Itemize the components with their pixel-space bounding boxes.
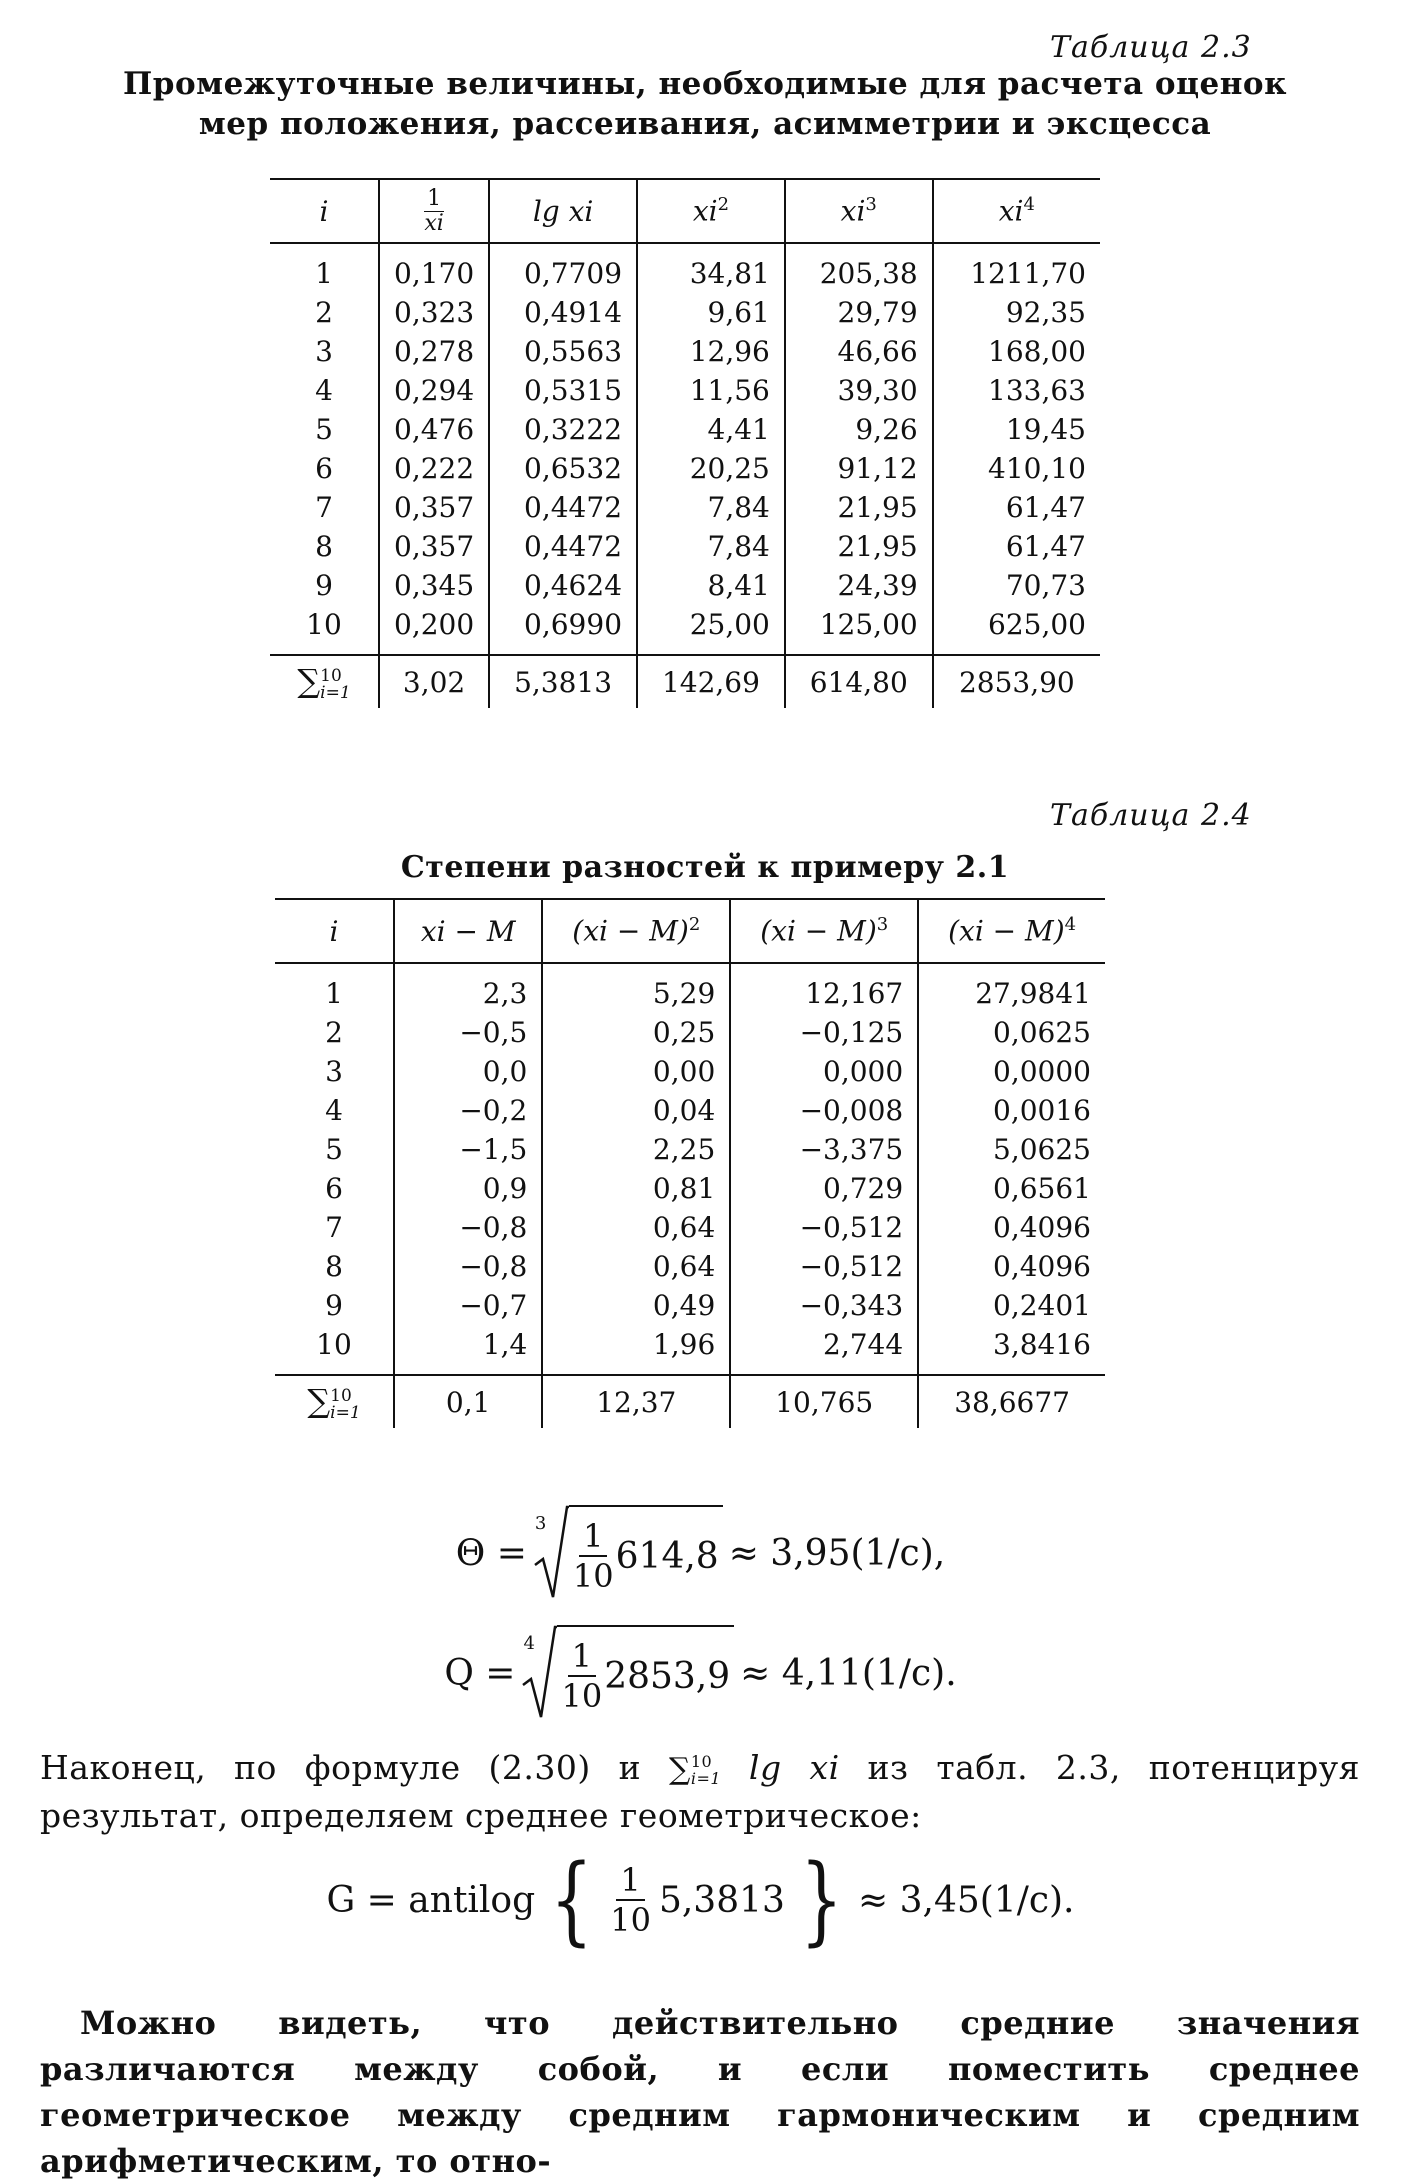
sigma-symbol: ∑ — [307, 1382, 331, 1421]
table-cell: 0,4096 — [918, 1247, 1105, 1286]
table-cell: 21,95 — [785, 527, 933, 566]
sum-cell: 0,1 — [394, 1375, 542, 1428]
sum-limits — [691, 1753, 721, 1787]
table-cell: 12,167 — [730, 963, 918, 1013]
paragraph-geometric-mean-intro — [40, 1745, 1360, 1839]
table-cell: 0,323 — [379, 293, 489, 332]
table-header-row — [270, 179, 1100, 243]
table-cell: 24,39 — [785, 566, 933, 605]
x2-exponent: 2 — [717, 194, 730, 216]
inline-math: lg xi — [748, 1748, 840, 1787]
row-index-cell: 1 — [315, 257, 333, 290]
table-cell: 0,25 — [542, 1013, 730, 1052]
fraction-numerator: 1 — [616, 1861, 644, 1901]
row-index-cell: 5 — [315, 413, 333, 446]
table-cell: 0,3222 — [489, 410, 637, 449]
table-cell: 70,73 — [933, 566, 1100, 605]
table-cell: 0,345 — [379, 566, 489, 605]
table-row — [270, 566, 1100, 605]
root-value: 614,8 — [615, 1535, 719, 1577]
row-index-cell: 10 — [306, 608, 342, 641]
table-cell: −1,5 — [394, 1130, 542, 1169]
col-header-i: i — [319, 194, 329, 228]
table-cell: 92,35 — [933, 293, 1100, 332]
table-cell: −0,512 — [730, 1247, 918, 1286]
table-cell: 0,357 — [379, 527, 489, 566]
fraction-denominator: 10 — [561, 1677, 603, 1715]
fraction — [573, 1517, 614, 1595]
table-cell: 0,170 — [379, 243, 489, 293]
table-row — [270, 410, 1100, 449]
table-cell: 133,63 — [933, 371, 1100, 410]
table-cell: 39,30 — [785, 371, 933, 410]
col-header-lg: lg xi — [489, 179, 637, 243]
table-cell: 19,45 — [933, 410, 1100, 449]
table-cell: 0,476 — [379, 410, 489, 449]
table-cell: 0,4472 — [489, 527, 637, 566]
table-cell: 625,00 — [933, 605, 1100, 655]
table-cell: 0,0016 — [918, 1091, 1105, 1130]
table-cell: 0,6990 — [489, 605, 637, 655]
row-index-cell: 3 — [315, 335, 333, 368]
sum-cell: 614,80 — [785, 655, 933, 708]
paragraph-conclusion: Можно видеть, что действительно средние значения различаются между собой, и если поместить среднее геометрическое между средним гармоническим и средним арифметическим, то отно- — [40, 2004, 1360, 2180]
table-cell: 0,4472 — [489, 488, 637, 527]
table-row — [270, 449, 1100, 488]
table-cell: 7,84 — [637, 488, 785, 527]
table-cell: 9,61 — [637, 293, 785, 332]
table-cell: 1211,70 — [933, 243, 1100, 293]
table-cell: 2,3 — [394, 963, 542, 1013]
table-cell: 8,41 — [637, 566, 785, 605]
row-index-cell: 10 — [316, 1328, 352, 1361]
table-cell: 0,00 — [542, 1052, 730, 1091]
row-index-cell: 2 — [315, 296, 333, 329]
table-cell: −0,8 — [394, 1247, 542, 1286]
table-cell: 0,49 — [542, 1286, 730, 1325]
sum-label — [275, 1375, 394, 1428]
table-cell: 0,64 — [542, 1247, 730, 1286]
table-row — [270, 488, 1100, 527]
diff2-exponent: 2 — [688, 914, 701, 936]
formula-g — [0, 1844, 1401, 1956]
table-cell: 125,00 — [785, 605, 933, 655]
inverse-denominator: xi — [424, 210, 444, 236]
table-cell: 5,29 — [542, 963, 730, 1013]
col-header-diff1: xi − M — [394, 899, 542, 963]
root-value: 2853,9 — [604, 1655, 731, 1697]
root-body — [569, 1505, 723, 1601]
sum-upper: 10 — [320, 665, 342, 686]
col-header-x2 — [637, 179, 785, 243]
table-cell: 9,26 — [785, 410, 933, 449]
table-sum-row — [270, 655, 1100, 708]
right-brace: } — [800, 1844, 843, 1956]
table-cell: 34,81 — [637, 243, 785, 293]
x4-base: xi — [998, 194, 1024, 228]
table-cell: 3,8416 — [918, 1325, 1105, 1375]
table-row — [275, 1169, 1105, 1208]
table-cell: −0,5 — [394, 1013, 542, 1052]
row-index-cell: 2 — [325, 1016, 343, 1049]
table-cell: −0,125 — [730, 1013, 918, 1052]
sum-lower: i=1 — [330, 1402, 361, 1423]
root-index: 4 — [523, 1633, 535, 1654]
sum-lower: i=1 — [690, 1769, 722, 1788]
sum-limits — [330, 1385, 361, 1423]
table-cell: −0,343 — [730, 1286, 918, 1325]
row-index-cell: 9 — [325, 1289, 343, 1322]
left-brace: { — [550, 1844, 594, 1956]
table-row — [275, 1130, 1105, 1169]
table-cell: 0,2401 — [918, 1286, 1105, 1325]
fraction-denominator: 10 — [572, 1557, 614, 1595]
table-cell: 25,00 — [637, 605, 785, 655]
table-cell: 168,00 — [933, 332, 1100, 371]
table-cell: 0,64 — [542, 1208, 730, 1247]
table-row — [270, 332, 1100, 371]
sum-cell: 10,765 — [730, 1375, 918, 1428]
row-index-cell: 7 — [325, 1211, 343, 1244]
table-cell: 0,6532 — [489, 449, 637, 488]
g-lhs: G = antilog — [326, 1879, 536, 1921]
root-index: 3 — [534, 1513, 547, 1534]
table-cell: −3,375 — [730, 1130, 918, 1169]
table-cell: 21,95 — [785, 488, 933, 527]
table-2-4-body — [275, 963, 1105, 1375]
diff4-exponent: 4 — [1064, 914, 1077, 936]
col-header-x3 — [785, 179, 933, 243]
brace-value: 5,3813 — [658, 1879, 785, 1921]
table-row — [270, 527, 1100, 566]
table-cell: 0,222 — [379, 449, 489, 488]
fraction-denominator: 10 — [610, 1901, 651, 1939]
diff3-exponent: 3 — [876, 914, 889, 936]
sum-upper: 10 — [690, 1752, 713, 1771]
table-2-3-title-line1: Промежуточные величины, необходимые для расчета оценок — [123, 66, 1287, 102]
sum-cell: 3,02 — [379, 655, 489, 708]
q-result: ≈ 4,11(1/c). — [740, 1652, 957, 1694]
table-cell: 20,25 — [637, 449, 785, 488]
fraction-numerator: 1 — [568, 1637, 596, 1677]
col-header-diff3 — [730, 899, 918, 963]
table-cell: 5,0625 — [918, 1130, 1105, 1169]
inverse-fraction — [424, 187, 444, 236]
table-cell: 91,12 — [785, 449, 933, 488]
table-cell: 0,0625 — [918, 1013, 1105, 1052]
table-cell: −0,2 — [394, 1091, 542, 1130]
fraction-numerator: 1 — [579, 1517, 607, 1557]
g-result: ≈ 3,45(1/c). — [858, 1879, 1075, 1921]
inverse-numerator: 1 — [424, 187, 444, 212]
table-cell: 0,7709 — [489, 243, 637, 293]
table-cell: 0,729 — [730, 1169, 918, 1208]
diff3-base: (xi − M) — [760, 914, 877, 948]
sum-label — [270, 655, 379, 708]
row-index-cell: 7 — [315, 491, 333, 524]
sum-cell: 142,69 — [637, 655, 785, 708]
table-cell: 0,278 — [379, 332, 489, 371]
sum-upper: 10 — [330, 1385, 352, 1406]
table-cell: 0,000 — [730, 1052, 918, 1091]
table-cell: 0,04 — [542, 1091, 730, 1130]
table-row — [275, 1286, 1105, 1325]
table-cell: 410,10 — [933, 449, 1100, 488]
row-index-cell: 8 — [315, 530, 333, 563]
row-index-cell: 8 — [325, 1250, 343, 1283]
table-2-4-title: Степени разностей к примеру 2.1 — [400, 850, 1010, 885]
table-2-3-title — [60, 64, 1350, 144]
table-cell: −0,008 — [730, 1091, 918, 1130]
table-row — [275, 1013, 1105, 1052]
table-2-4 — [275, 898, 1105, 1428]
table-row — [270, 605, 1100, 655]
table-cell: 0,4096 — [918, 1208, 1105, 1247]
table-cell: 1,96 — [542, 1325, 730, 1375]
row-index-cell: 1 — [325, 977, 343, 1010]
table-cell: −0,7 — [394, 1286, 542, 1325]
fraction — [561, 1637, 602, 1715]
table-2-3 — [270, 178, 1100, 708]
fraction — [610, 1861, 651, 1939]
col-header-inverse — [379, 179, 489, 243]
table-cell: 0,200 — [379, 605, 489, 655]
sum-cell: 12,37 — [542, 1375, 730, 1428]
table-cell: 0,0 — [394, 1052, 542, 1091]
fourth-root — [521, 1625, 734, 1721]
table-cell: 27,9841 — [918, 963, 1105, 1013]
row-index-cell: 6 — [325, 1172, 343, 1205]
paragraph-text: Наконец, по формуле (2.30) и — [40, 1748, 642, 1787]
row-index-cell: 9 — [315, 569, 333, 602]
table-2-3-body — [270, 243, 1100, 655]
x2-base: xi — [692, 194, 718, 228]
table-row — [275, 963, 1105, 1013]
q-lhs: Q = — [444, 1652, 516, 1694]
table-cell: 2,25 — [542, 1130, 730, 1169]
table-cell: 0,5315 — [489, 371, 637, 410]
table-row — [275, 1052, 1105, 1091]
col-header-diff4 — [918, 899, 1105, 963]
sum-cell: 38,6677 — [918, 1375, 1105, 1428]
sum-limits — [320, 665, 351, 703]
row-index-cell: 4 — [325, 1094, 343, 1127]
table-cell: 0,6561 — [918, 1169, 1105, 1208]
col-header-x4 — [933, 179, 1100, 243]
table-cell: 0,0000 — [918, 1052, 1105, 1091]
table-sum-row — [275, 1375, 1105, 1428]
paragraph-text: из табл. 2.3, потенцируя результат, определяем среднее геометрическое: — [40, 1748, 1360, 1835]
row-index-cell: 5 — [325, 1133, 343, 1166]
table-cell: 12,96 — [637, 332, 785, 371]
table-cell: 0,5563 — [489, 332, 637, 371]
table-cell: 4,41 — [637, 410, 785, 449]
table-row — [270, 243, 1100, 293]
theta-result: ≈ 3,95(1/c), — [728, 1532, 946, 1574]
table-2-3-title-line2: мер положения, рассеивания, асимметрии и эксцесса — [198, 106, 1212, 142]
table-cell: 61,47 — [933, 527, 1100, 566]
table-cell: 205,38 — [785, 243, 933, 293]
table-cell: 0,357 — [379, 488, 489, 527]
row-index-cell: 4 — [315, 374, 333, 407]
table-cell: 2,744 — [730, 1325, 918, 1375]
sigma-symbol: ∑ — [668, 1752, 691, 1787]
table-cell: 29,79 — [785, 293, 933, 332]
sum-cell: 2853,90 — [933, 655, 1100, 708]
sum-cell: 5,3813 — [489, 655, 637, 708]
table-cell: 0,81 — [542, 1169, 730, 1208]
table-cell: 0,4624 — [489, 566, 637, 605]
row-index-cell: 6 — [315, 452, 333, 485]
table-row — [275, 1247, 1105, 1286]
table-cell: 61,47 — [933, 488, 1100, 527]
col-header-i: i — [329, 914, 339, 948]
row-index-cell: 3 — [325, 1055, 343, 1088]
diff2-base: (xi − M) — [572, 914, 689, 948]
diff4-base: (xi − M) — [948, 914, 1065, 948]
root-body — [557, 1625, 734, 1721]
theta-lhs: Θ = — [455, 1532, 527, 1574]
table-2-4-caption: Таблица 2.4 — [1050, 798, 1252, 833]
table-cell: 7,84 — [637, 527, 785, 566]
table-row — [275, 1091, 1105, 1130]
table-row — [270, 293, 1100, 332]
table-cell: 0,4914 — [489, 293, 637, 332]
table-2-3-caption: Таблица 2.3 — [1050, 30, 1252, 65]
formula-theta — [0, 1505, 1401, 1601]
x3-base: xi — [840, 194, 866, 228]
formula-q — [0, 1625, 1401, 1721]
table-cell: −0,8 — [394, 1208, 542, 1247]
sigma-symbol: ∑ — [297, 662, 321, 701]
table-cell: 0,9 — [394, 1169, 542, 1208]
table-row — [275, 1325, 1105, 1375]
table-header-row — [275, 899, 1105, 963]
x3-exponent: 3 — [865, 194, 877, 216]
x4-exponent: 4 — [1023, 194, 1035, 216]
cube-root — [533, 1505, 723, 1601]
table-cell: 46,66 — [785, 332, 933, 371]
table-row — [275, 1208, 1105, 1247]
col-header-diff2 — [542, 899, 730, 963]
sum-lower: i=1 — [320, 682, 351, 703]
table-row — [270, 371, 1100, 410]
table-cell: 1,4 — [394, 1325, 542, 1375]
table-cell: −0,512 — [730, 1208, 918, 1247]
table-cell: 0,294 — [379, 371, 489, 410]
table-cell: 11,56 — [637, 371, 785, 410]
